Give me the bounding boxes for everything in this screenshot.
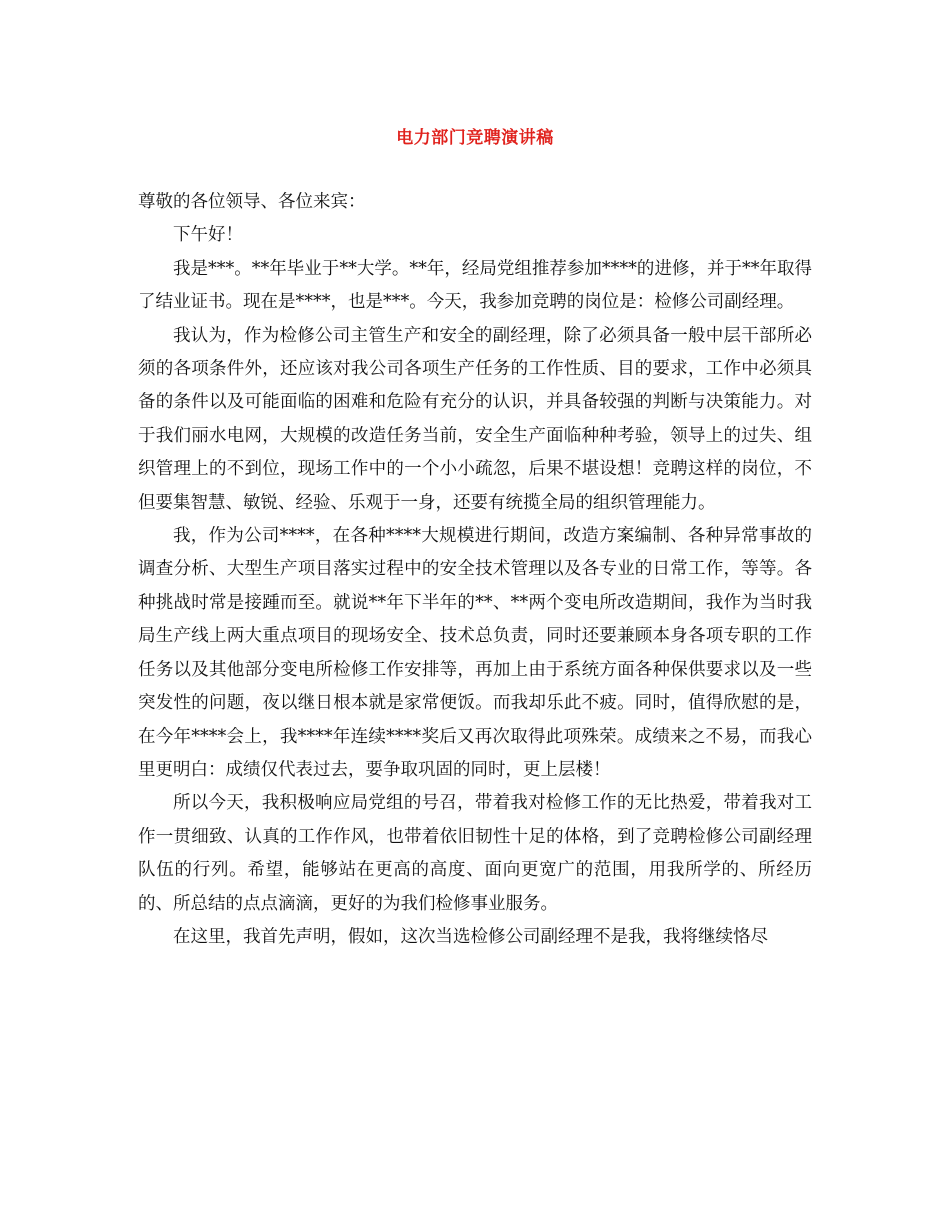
salutation: 尊敬的各位领导、各位来宾：	[138, 192, 366, 212]
paragraph-introduction: 我是***。**年毕业于**大学。**年，经局党组推荐参加****的进修，并于**年取得了结业证书。现在是****，也是***。今天，我参加竞聘的岗位是：检修公司副经理。	[138, 258, 812, 313]
paragraph-motivation: 所以今天，我积极响应局党组的号召，带着我对检修工作的无比热爱，带着我对工作一贯细致、认真的工作作风，也带着依旧韧性十足的体格，到了竞聘检修公司副经理队伍的行列。希望，能够站在更高的高度、面向更宽广的范围，用我所学的、所经历的、所总结的点点滴滴，更好的为我们检修事业服务。	[138, 793, 812, 914]
document-body	[138, 186, 812, 954]
document-title: 电力部门竞聘演讲稿	[396, 128, 554, 148]
paragraph-role-understanding: 我认为，作为检修公司主管生产和安全的副经理，除了必须具备一般中层干部所必须的各项条件外，还应该对我公司各项生产任务的工作性质、目的要求，工作中必须具备的条件以及可能面临的困难和危险有充分的认识，并具备较强的判断与决策能力。对于我们丽水电网，大规模的改造任务当前，安全生产面临种种考验，领导上的过失、组织管理上的不到位，现场工作中的一个小小疏忽，后果不堪设想！竞聘这样的岗位，不但要集智慧、敏锐、经验、乐观于一身，还要有统揽全局的组织管理能力。	[138, 325, 812, 513]
paragraph-experience: 我，作为公司****，在各种****大规模进行期间，改造方案编制、各种异常事故的调查分析、大型生产项目落实过程中的安全技术管理以及各专业的日常工作，等等。各种挑战时常是接踵而至。就说**年下半年的**、**两个变电所改造期间，我作为当时我局生产线上两大重点项目的现场安全、技术总负责，同时还要兼顾本身各项专职的工作任务以及其他部分变电所检修工作安排等，再加上由于系统方面各种保供要求以及一些突发性的问题，夜以继日根本就是家常便饭。而我却乐此不疲。同时，值得欣慰的是，在今年****会上，我****年连续****奖后又再次取得此项殊荣。成绩来之不易，而我心里更明白：成绩仅代表过去，要争取巩固的同时，更上层楼！	[138, 526, 812, 780]
paragraph-declaration: 在这里，我首先声明，假如，这次当选检修公司副经理不是我，我将继续恪尽	[173, 926, 768, 947]
paragraph-greeting: 下午好！	[173, 225, 243, 246]
